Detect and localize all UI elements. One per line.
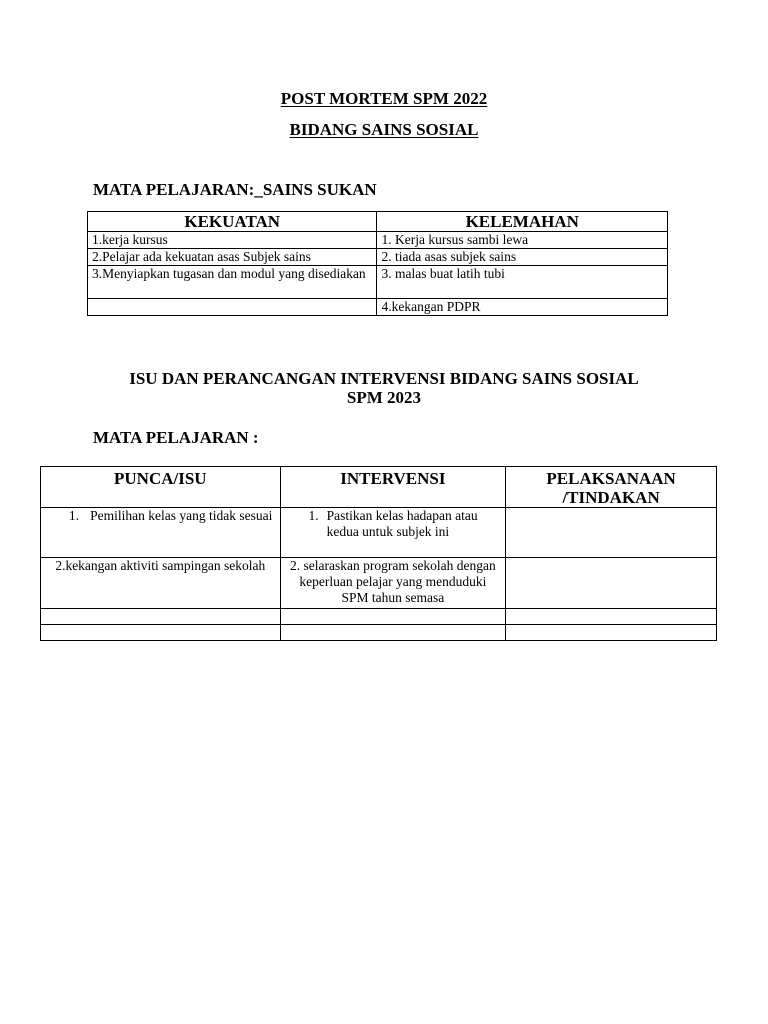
table-cell [506, 625, 717, 641]
subject-label: MATA PELAJARAN:_SAINS SUKAN [93, 180, 377, 199]
table-cell [41, 609, 281, 625]
table-cell [280, 625, 506, 641]
table-cell: 2. tiada asas subjek sains [377, 249, 668, 266]
table-row [41, 508, 717, 558]
section-title-line: ISU DAN PERANCANGAN INTERVENSI BIDANG SAINS SOSIAL [129, 369, 639, 388]
column-header-kekuatan: KEKUATAN [88, 212, 377, 232]
column-header-pelaksanaan: PELAKSANAAN /TINDAKAN [506, 467, 717, 508]
table-row [88, 249, 668, 266]
table-row [41, 609, 717, 625]
table-cell: 1. Kerja kursus sambi lewa [377, 232, 668, 249]
table-cell: 4.kekangan PDPR [377, 299, 668, 316]
subject-label: MATA PELAJARAN : [93, 428, 259, 447]
cell-text: Pastikan kelas hadapan atau kedua untuk subjek ini [326, 508, 478, 539]
table-cell [88, 299, 377, 316]
table-row [88, 299, 668, 316]
table-cell: 3. malas buat latih tubi [377, 266, 668, 299]
document-title: POST MORTEM SPM 2022 [280, 89, 488, 108]
document-subtitle: BIDANG SAINS SOSIAL [289, 120, 479, 139]
table-cell: 3.Menyiapkan tugasan dan modul yang disediakan [88, 266, 377, 299]
cell-text: Pemilihan kelas yang tidak sesuai [90, 508, 273, 523]
table-cell [41, 508, 281, 558]
section-title-line: SPM 2023 [346, 388, 422, 407]
table-cell [506, 508, 717, 558]
strengths-weaknesses-table [87, 211, 668, 316]
table-cell [280, 508, 506, 558]
intervention-table [40, 466, 717, 641]
table-row [88, 232, 668, 249]
table-row [41, 625, 717, 641]
table-cell [506, 609, 717, 625]
table-cell: 2.Pelajar ada kekuatan asas Subjek sains [88, 249, 377, 266]
table-cell [41, 625, 281, 641]
list-number: 1. [308, 508, 319, 523]
column-header-punca: PUNCA/ISU [41, 467, 281, 508]
column-header-intervensi: INTERVENSI [280, 467, 506, 508]
table-cell: 1.kerja kursus [88, 232, 377, 249]
table-cell: 2.kekangan aktiviti sampingan sekolah [41, 558, 281, 609]
table-row [88, 266, 668, 299]
table-row [41, 558, 717, 609]
column-header-kelemahan: KELEMAHAN [377, 212, 668, 232]
table-header-row [88, 212, 668, 232]
table-cell [280, 609, 506, 625]
section-title [0, 369, 768, 407]
table-cell: 2. selaraskan program sekolah dengan keperluan pelajar yang menduduki SPM tahun semasa [280, 558, 506, 609]
list-number: 1. [68, 508, 79, 523]
table-cell [506, 558, 717, 609]
table-header-row [41, 467, 717, 508]
